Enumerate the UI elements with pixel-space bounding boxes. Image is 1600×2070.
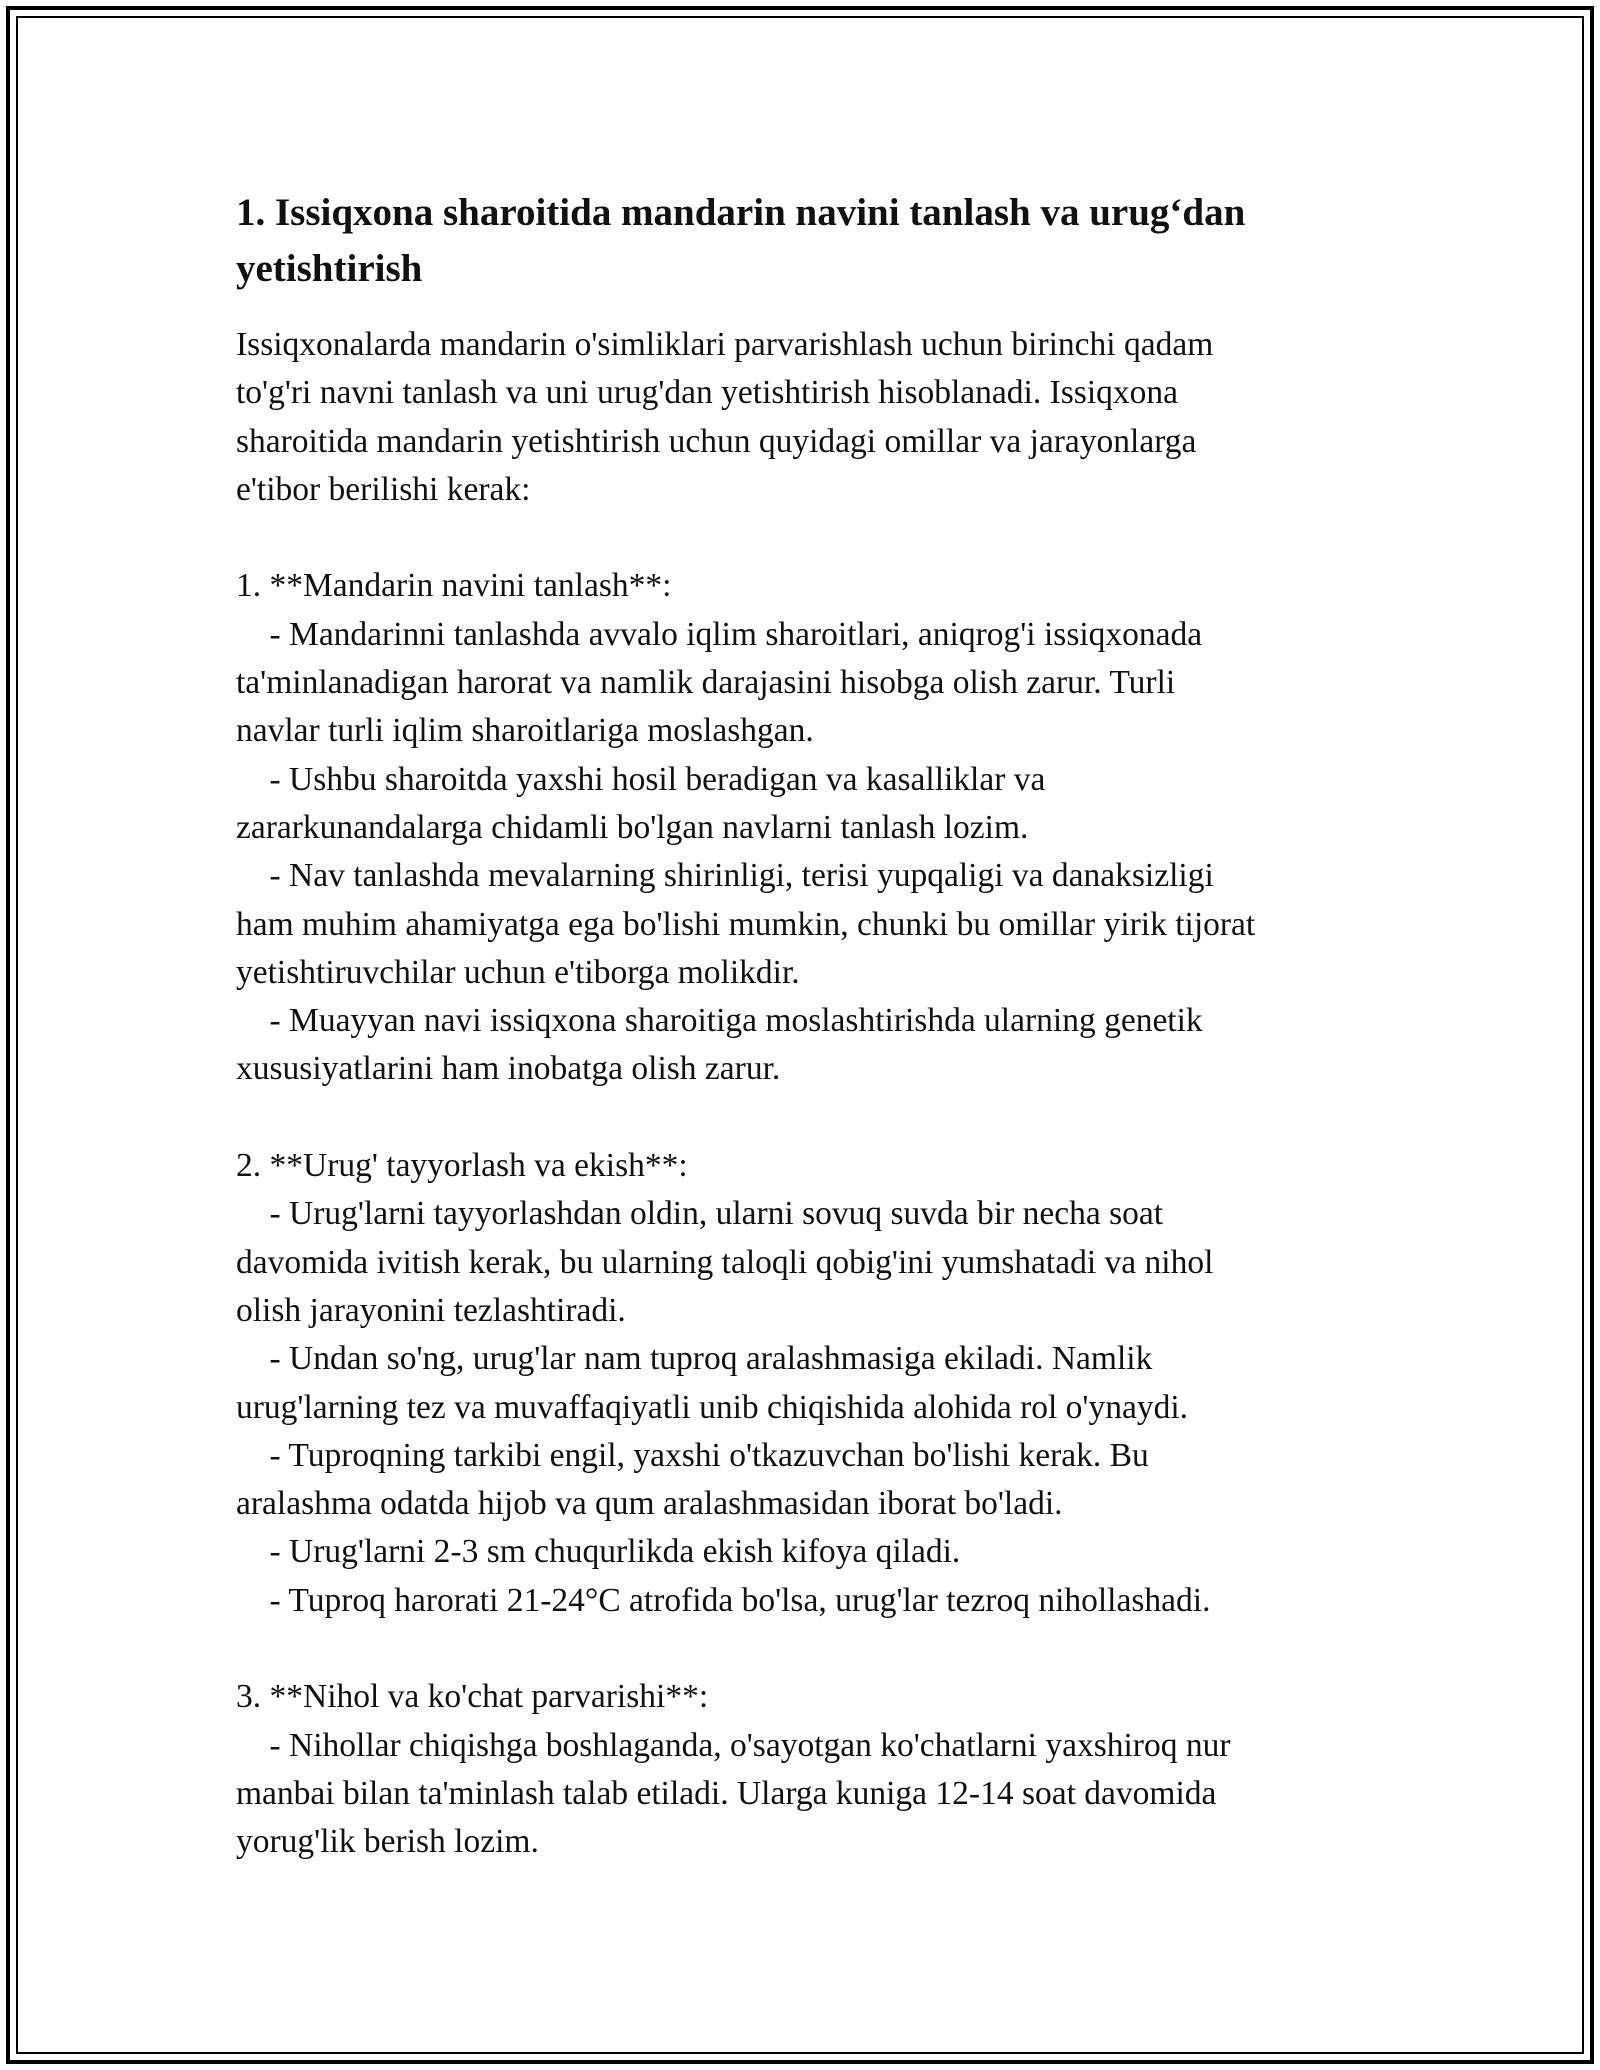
title-line: yetishtirish: [236, 247, 423, 290]
body-line: navlar turli iqlim sharoitlariga moslashgan.: [236, 712, 814, 750]
document-body: [236, 321, 1366, 1867]
body-line: - Urug'larni 2-3 sm chuqurlikda ekish kifoya qiladi.: [236, 1533, 961, 1571]
body-line: [236, 514, 1366, 562]
body-line: davomida ivitish kerak, bu ularning taloqli qobig'ini yumshatadi va nihol: [236, 1243, 1214, 1281]
body-line: xususiyatlarini ham inobatga olish zarur.: [236, 1050, 781, 1088]
body-line: - Mandarinni tanlashda avvalo iqlim sharoitlari, aniqrog'i issiqxonada: [236, 615, 1203, 653]
body-line: manbai bilan ta'minlash talab etiladi. Ularga kuniga 12-14 soat davomida: [236, 1774, 1217, 1812]
body-line: urug'larning tez va muvaffaqiyatli unib chiqishida alohida rol o'ynaydi.: [236, 1388, 1189, 1426]
body-line: - Undan so'ng, urug'lar nam tuproq aralashmasiga ekiladi. Namlik: [236, 1340, 1153, 1378]
body-line: Issiqxonalarda mandarin o'simliklari parvarishlash uchun birinchi qadam: [236, 326, 1214, 363]
body-line: aralashma odatda hijob va qum aralashmasidan iborat bo'ladi.: [236, 1485, 1063, 1523]
body-line: olish jarayonini tezlashtiradi.: [236, 1291, 626, 1329]
title-line: 1. Issiqxona sharoitida mandarin navini tanlash va urug‘dan: [236, 191, 1246, 234]
body-line: - Muayyan navi issiqxona sharoitiga moslashtirishda ularning genetik: [236, 1002, 1203, 1040]
body-line: - Tuproqning tarkibi engil, yaxshi o'tkazuvchan bo'lishi kerak. Bu: [236, 1436, 1149, 1474]
body-line: yetishtiruvchilar uchun e'tiborga molikdir.: [236, 953, 800, 991]
document-title: [236, 185, 1366, 297]
body-line: - Tuproq harorati 21-24°C atrofida bo'lsa, urug'lar tezroq nihollashadi.: [236, 1581, 1211, 1619]
body-line: zararkunandalarga chidamli bo'lgan navlarni tanlash lozim.: [236, 808, 1029, 846]
document-content: [236, 185, 1366, 1867]
body-line: [236, 1094, 1366, 1142]
body-line: ham muhim ahamiyatga ega bo'lishi mumkin, chunki bu omillar yirik tijorat: [236, 905, 1256, 943]
body-line: 2. **Urug' tayyorlash va ekish**:: [236, 1147, 688, 1185]
body-line: ta'minlanadigan harorat va namlik darajasini hisobga olish zarur. Turli: [236, 664, 1176, 702]
body-line: yorug'lik berish lozim.: [236, 1823, 539, 1861]
body-line: 3. **Nihol va ko'chat parvarishi**:: [236, 1678, 709, 1716]
body-line: - Ushbu sharoitda yaxshi hosil beradigan va kasalliklar va: [236, 760, 1046, 798]
body-line: e'tibor berilishi kerak:: [236, 470, 531, 508]
body-line: - Urug'larni tayyorlashdan oldin, ularni sovuq suvda bir necha soat: [236, 1195, 1164, 1233]
body-line: to'g'ri navni tanlash va uni urug'dan yetishtirish hisoblanadi. Issiqxona: [236, 374, 1179, 412]
body-line: - Nihollar chiqishga boshlaganda, o'sayotgan ko'chatlarni yaxshiroq nur: [236, 1726, 1231, 1764]
body-line: 1. **Mandarin navini tanlash**:: [236, 567, 672, 605]
body-line: - Nav tanlashda mevalarning shirinligi, terisi yupqaligi va danaksizligi: [236, 857, 1214, 895]
body-line: sharoitida mandarin yetishtirish uchun quyidagi omillar va jarayonlarga: [236, 422, 1197, 460]
body-line: [236, 1625, 1366, 1673]
